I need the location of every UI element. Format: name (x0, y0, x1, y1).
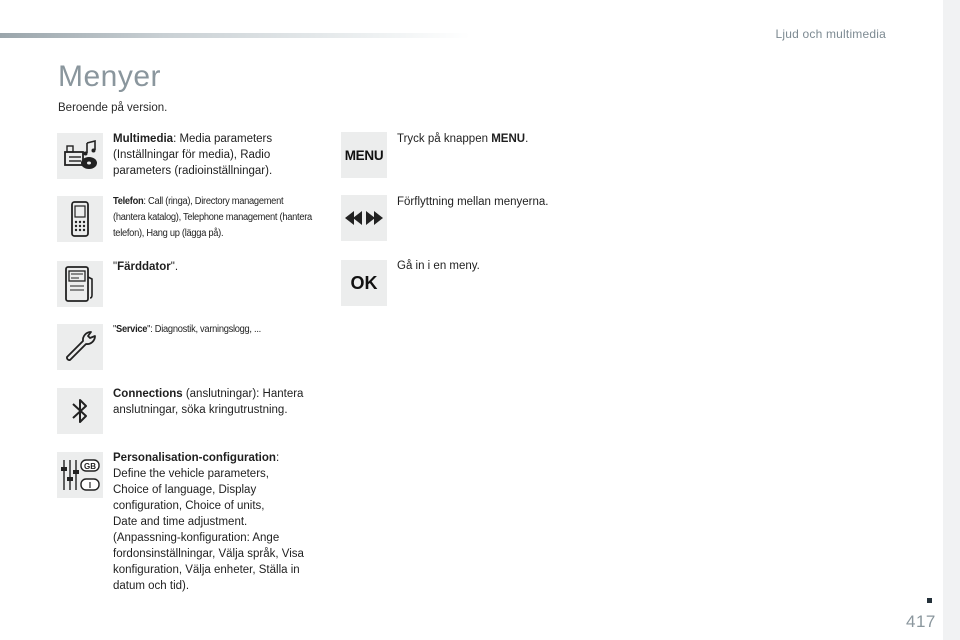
menu-button-icon: MENU (341, 132, 387, 178)
page-marker (927, 598, 932, 603)
arrows-left-right-icon (341, 195, 387, 241)
language-badge-i: I (88, 480, 92, 490)
page-title: Menyer (58, 60, 162, 93)
page-subtitle: Beroende på version. (58, 102, 168, 114)
arrows-description: Förflyttning mellan menyerna. (397, 196, 549, 208)
multimedia-icon (57, 133, 103, 179)
menu-button-description: Tryck på knappen MENU. (397, 133, 529, 145)
wrench-icon (57, 324, 103, 370)
ok-button-icon: OK (341, 260, 387, 306)
bluetooth-icon (57, 388, 103, 434)
personalisation-description: Personalisation-configuration: Define the vehicle parameters, Choice of language, Display configuration, Choice of units, Date and time adjustment. (Anpassning-konfiguration: Ange fordonsinställningar, Välja språk, Visa konfiguration, Välja enheter, Ställa in datum och tid). (113, 452, 304, 592)
service-description: "Service": Diagnostik, varningslogg, ... (113, 324, 261, 335)
section-title: Ljud och multimedia (775, 27, 886, 41)
header-accent-bar (0, 33, 470, 38)
page-edge-strip (943, 0, 960, 640)
trip-computer-description: "Färddator". (113, 261, 179, 273)
multimedia-description: Multimedia: Media parameters (Inställningar för media), Radio parameters (radioinställningar). (113, 133, 273, 177)
trip-computer-icon (57, 261, 103, 307)
settings-sliders-icon (57, 452, 103, 498)
connections-description: Connections (anslutningar): Hantera anslutningar, söka kringutrustning. (113, 388, 304, 416)
phone-icon (57, 196, 103, 242)
language-badge-gb: GB (84, 461, 96, 471)
page-number: 417 (906, 612, 936, 631)
ok-button-description: Gå in i en meny. (397, 260, 480, 272)
phone-description: Telefon: Call (ringa), Directory management (hantera katalog), Telephone management (hantera telefon), Hang up (lägga på). (113, 196, 312, 239)
